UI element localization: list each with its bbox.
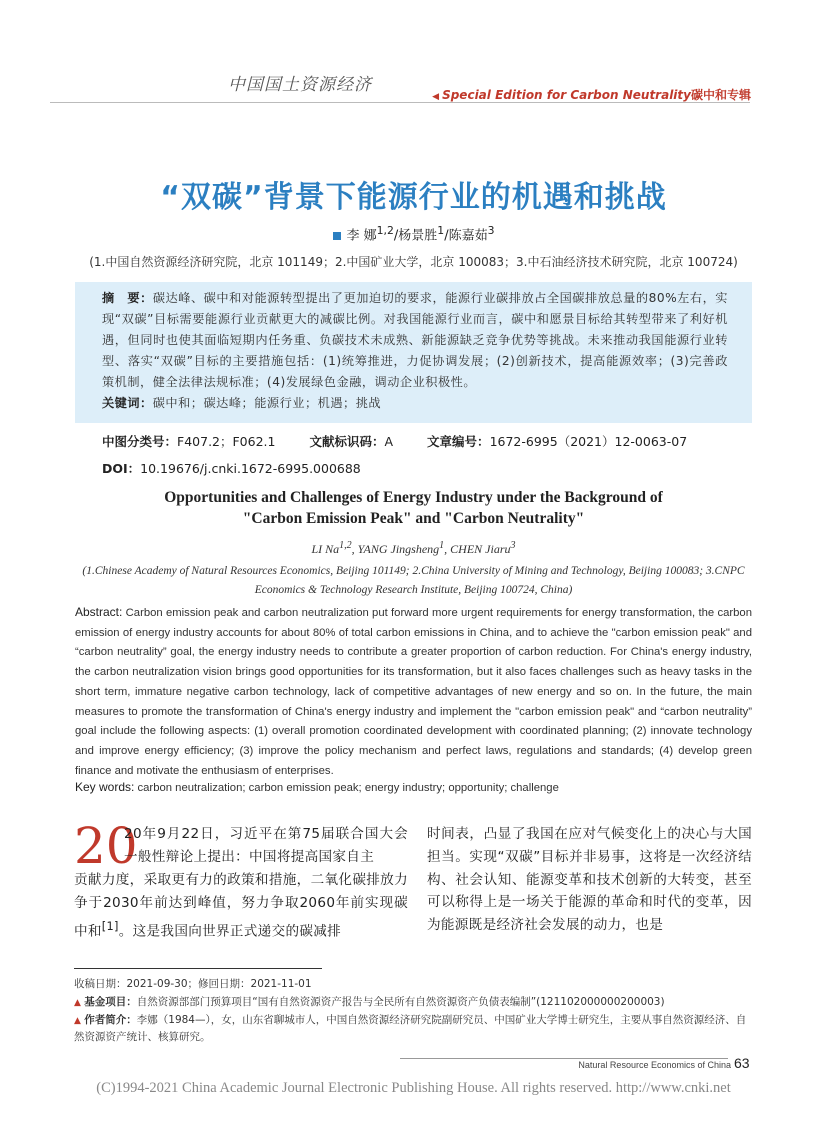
footer-journal-name: Natural Resource Economics of China [578,1060,731,1070]
drop-cap: 20 [74,817,138,875]
author-bio-text: 李娜（1984—），女，山东省聊城市人，中国自然资源经济研究院副研究员、中国矿业大学博士研究生，主要从事自然资源经济、自然资源资产统计、核算研究。 [74,1014,747,1043]
footnote-dates: 收稿日期：2021-09-30；修回日期：2021-11-01 [74,978,312,990]
english-affil-line-2: Economics & Technology Research Institute, Beijing 100724, China) [254,584,573,596]
english-author-3-affil: 3 [510,540,516,551]
header-divider [50,102,750,103]
doc-code-value: A [384,434,394,449]
authors-line [0,224,827,243]
body-left-top: 20年9月22日，习近平在第75届联合国大会一般性辩论上提出：中国将提高国家自主 [124,826,408,865]
clc-value: F407.2；F062.1 [177,434,276,449]
english-keywords [75,780,752,794]
author-bio-label: 作者简介： [84,1014,137,1026]
english-authors [0,540,827,557]
author-3: /陈嘉茹 [444,228,488,244]
english-author-1-affil: 1,2 [339,540,352,551]
english-abstract-label: Abstract: [75,605,123,619]
english-keywords-label: Key words: [75,780,135,794]
english-abstract [75,603,752,781]
english-author-3: , CHEN Jiaru [444,542,511,556]
keywords-zh: 碳中和；碳达峰；能源行业；机遇；挑战 [152,396,382,410]
copyright-line: (C)1994-2021 China Academic Journal Electronic Publishing House. All rights reserved. http://www.cnki.net [96,1080,731,1096]
body-left-bottom [74,869,408,943]
english-author-1: LI Na [311,542,340,556]
body-left-bottom-text-2: 。这是我国向世界正式递交的碳减排 [118,923,342,940]
triangle-up-icon: ▲ [74,998,81,1008]
fund-text: 自然资源部部门预算项目“国有自然资源资产报告与全民所有自然资源资产负债表编制”(121102000000200003) [136,996,665,1008]
abstract-label: 摘 要： [102,291,153,305]
english-title-line-1: Opportunities and Challenges of Energy Industry under the Background of [164,489,663,506]
special-edition-en: Special Edition for Carbon Neutrality [442,88,691,102]
body-right-column: 时间表，凸显了我国在应对气候变化上的决心与大国担当。实现“双碳”目标并非易事，这将是一次经济结构、社会认知、能源变革和技术创新的大转变，甚至可以称得上是一场关于能源的革命和时代的变革，因为能源既是经济社会发展的动力，也是 [427,826,752,934]
doc-code-label: 文献标识码： [309,434,385,449]
abstract-zh-text: 碳达峰、碳中和对能源转型提出了更加迫切的要求，能源行业碳排放占全国碳排放总量的80%左右，实现“双碳”目标需要能源行业贡献更大的减碳比例。对我国能源行业而言，碳中和愿景目标给其转型带来了利好机遇，但同时也使其面临短期内任务重、负碳技术未成熟、新能源缺乏竞争优势等挑战。未来推动我国能源行业转型、落实“双碳”目标的主要措施包括：(1)统筹推进，力促协调发展；(2)创新技术，提高能源效率；(3)完善政策机制，健全法律法规标准；(4)发展绿色金融，调动企业积极性。 [102,291,728,389]
footnote-author [74,1012,754,1045]
author-1-affil: 1,2 [376,224,394,237]
classification-line [102,432,687,450]
triangle-left-icon: ◀ [432,92,440,102]
article-title: “双碳”背景下能源行业的机遇和挑战 [160,180,667,215]
english-affiliations [0,562,827,600]
english-affil-line-1: (1.Chinese Academy of Natural Resources Economics, Beijing 101149; 2.China University of Mining and Technology, Beijing 100083; 3.CNPC [82,565,745,577]
clc-label: 中图分类号： [102,434,178,449]
english-title-line-2: "Carbon Emission Peak" and "Carbon Neutrality" [242,510,585,527]
footer-divider [400,1058,728,1059]
author-2-affil: 1 [437,224,445,237]
author-1: 李 娜 [346,228,377,244]
fund-label: 基金项目： [84,996,137,1008]
square-bullet-icon [333,232,341,240]
english-abstract-text: Carbon emission peak and carbon neutralization put forward more urgent requirements for energy transformation, the carbon emission of energy industry accounts for about 80% of total carbon emissions in China, and to achieve the "carbon emission peak" and “carbon neutrality” goal, the energy industry needs to contribute a greater proportion of carbon reduction. For China's energy industry, the carbon neutralization vision brings good opportunities for its transformation, but it also faces challenges such as heavy tasks in the short term, immature negative carbon technology, lack of competitive advantages of new energy and so on. In the future, the main measures to promote the transformation of China's energy industry and implement the "carbon emission peak" and “carbon neutrality” goal include the following aspects: (1) overall promotion coordinated development with coordinated planning; (2) innovate technology and improve energy efficiency; (3) improve the policy mechanism and perfect laws, regulations and standards; (4) develop green finance and motivate the enthusiasm of enterprises. [75,607,752,777]
triangle-up-icon: ▲ [74,1016,81,1026]
doi-line [102,459,361,477]
english-keywords-text: carbon neutralization; carbon emission peak; energy industry; opportunity; challenge [134,782,559,794]
affiliations: (1.中国自然资源经济研究院，北京 101149；2.中国矿业大学，北京 100083；3.中石油经济技术研究院，北京 100724) [89,255,738,269]
english-author-2-affil: 1 [439,540,445,551]
english-title [0,487,827,529]
special-edition-banner [432,86,751,103]
doi-value[interactable]: 10.19676/j.cnki.1672-6995.000688 [140,461,361,476]
doi-label: DOI： [102,461,141,476]
reference-link[interactable]: [1] [101,918,119,933]
page-number: 63 [734,1055,750,1071]
abstract-zh [102,288,728,414]
english-author-2: , YANG Jingsheng [351,542,440,556]
author-2: /杨景胜 [393,228,438,244]
keywords-label: 关键词： [102,396,153,410]
special-edition-zh: 碳中和专辑 [690,88,751,102]
footnote-fund [74,994,754,1011]
author-3-affil: 3 [487,224,495,237]
article-number-value: 1672-6995（2021）12-0063-07 [489,434,688,449]
footnote-divider [74,968,322,969]
journal-logo: 中国国土资源经济 [228,75,372,95]
body-left-bottom-text-1: 贡献力度，采取更有力的政策和措施，二氧化碳排放力争于2030年前达到峰值，努力争取2060年前实现碳中和 [74,872,408,940]
article-number-label: 文章编号： [427,434,490,449]
